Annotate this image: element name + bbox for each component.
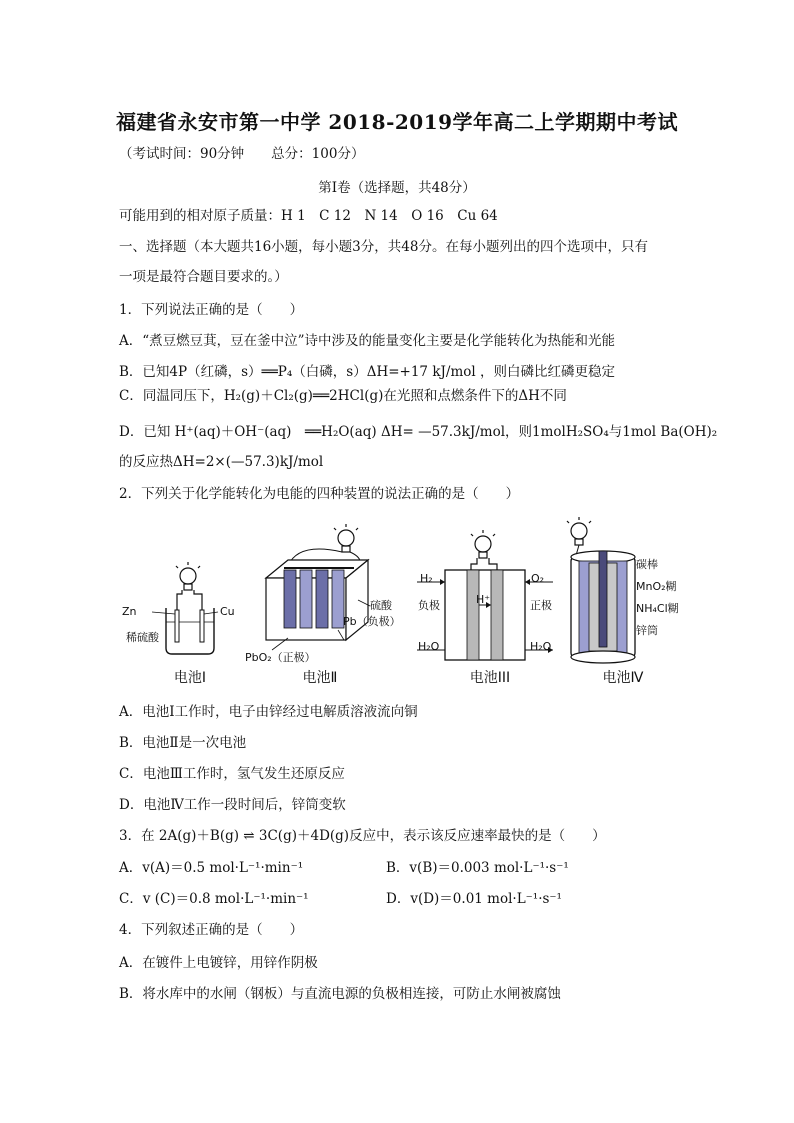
lightbulb-icon	[567, 517, 591, 545]
page-title: 福建省永安市第一中学 2018-2019学年高二上学期期中考试	[115, 110, 679, 134]
cell1-zn-label: Zn	[122, 605, 137, 618]
cell3-h2-in-label: H₂	[420, 572, 433, 585]
cell4-diagram	[565, 517, 645, 667]
q2-option-c: C．电池Ⅲ工作时，氢气发生还原反应	[119, 766, 345, 782]
cell4-mno2-label: MnO₂糊	[636, 580, 677, 593]
cell1-acid-label: 稀硫酸	[126, 631, 159, 644]
q1-option-a: A．“煮豆燃豆萁，豆在釜中泣”诗中涉及的能量变化主要是化学能转化为热能和光能	[119, 333, 616, 349]
cell2-acid-label: 硫酸	[370, 599, 392, 612]
cell2-pbo2-label: PbO₂（正极）	[245, 651, 316, 664]
q2-option-a: A．电池Ⅰ工作时，电子由锌经过电解质溶液流向铜	[119, 704, 418, 720]
cell1-label: 电池Ⅰ	[173, 670, 207, 686]
cell4-nh4cl-label: NH₄Cl糊	[636, 602, 679, 615]
q3-stem: 3．在 2A(g)＋B(g) ⇌ 3C(g)＋4D(g)反应中，表示该反应速率最快的是（ ）	[119, 828, 606, 844]
cell3-ion-label: H⁺	[476, 593, 491, 606]
cell2-pb-label: Pb（负极）	[343, 615, 401, 628]
lightbulb-icon	[176, 562, 200, 590]
q3-option-a: A．v(A)＝0.5 mol·L⁻¹·min⁻¹	[119, 860, 304, 876]
cell3-h2o-left-label: H₂O	[418, 640, 440, 653]
cell2-diagram	[258, 520, 388, 665]
cell4-zn-can-label: 锌筒	[636, 624, 658, 637]
q4-option-b: B．将水库中的水闸（钢板）与直流电源的负极相连接，可防止水闸被腐蚀	[119, 986, 561, 1002]
q3-option-b: B．v(B)＝0.003 mol·L⁻¹·s⁻¹	[386, 860, 569, 876]
cell3-h2o-right-label: H₂O	[530, 640, 552, 653]
cell3-o2-in-label: O₂	[531, 572, 545, 585]
q1-option-b: B．已知4P（红磷，s）══P₄（白磷，s）ΔH=+17 kJ/mol ，则白磷比红磷更稳定	[119, 364, 615, 380]
q1-option-c: C．同温同压下，H₂(g)＋Cl₂(g)══2HCl(g)在光照和点燃条件下的ΔH不同	[119, 388, 567, 404]
q3-option-c: C．v (C)＝0.8 mol·L⁻¹·min⁻¹	[119, 891, 309, 907]
q4-stem: 4．下列叙述正确的是（ ）	[119, 922, 304, 938]
cell3-pos-label: 正极	[530, 599, 552, 612]
section-intro-line-1: 一、选择题（本大题共16小题，每小题3分，共48分。在每小题列出的四个选项中，只有	[119, 239, 648, 255]
volume-heading: 第Ⅰ卷（选择题，共48分）	[318, 180, 476, 196]
q1-option-d-line2: 的反应热ΔH=2×(—57.3)kJ/mol	[119, 454, 324, 470]
exam-info: （考试时间：90分钟 总分：100分）	[119, 146, 365, 162]
cell4-label: 电池Ⅳ	[602, 670, 644, 686]
q1-option-d-line1: D．已知 H⁺(aq)＋OH⁻(aq) ══H₂O(aq) ΔH= —57.3kJ/mol，则1molH₂SO₄与1mol Ba(OH)₂	[119, 424, 718, 440]
q2-option-d: D．电池Ⅳ工作一段时间后，锌筒变软	[119, 797, 346, 813]
cell3-neg-label: 负极	[418, 599, 440, 612]
lightbulb-icon	[471, 530, 495, 558]
cell3-label: 电池III	[469, 670, 511, 686]
q3-option-d: D．v(D)＝0.01 mol·L⁻¹·s⁻¹	[386, 891, 562, 907]
q4-option-a: A．在镀件上电镀锌，用锌作阴极	[119, 955, 318, 971]
q1-stem: 1．下列说法正确的是（ ）	[119, 302, 304, 318]
section-intro-line-2: 一项是最符合题目要求的。）	[119, 269, 288, 285]
q2-stem: 2．下列关于化学能转化为电能的四种装置的说法正确的是（ ）	[119, 486, 520, 502]
cell1-cu-label: Cu	[220, 605, 235, 618]
cell2-label: 电池Ⅱ	[302, 670, 338, 686]
q2-option-b: B．电池Ⅱ是一次电池	[119, 735, 247, 751]
atomic-mass-line: 可能用到的相对原子质量：H 1 C 12 N 14 O 16 Cu 64	[119, 208, 498, 224]
cell4-rod-label: 碳棒	[636, 558, 658, 571]
lightbulb-icon	[334, 524, 358, 552]
